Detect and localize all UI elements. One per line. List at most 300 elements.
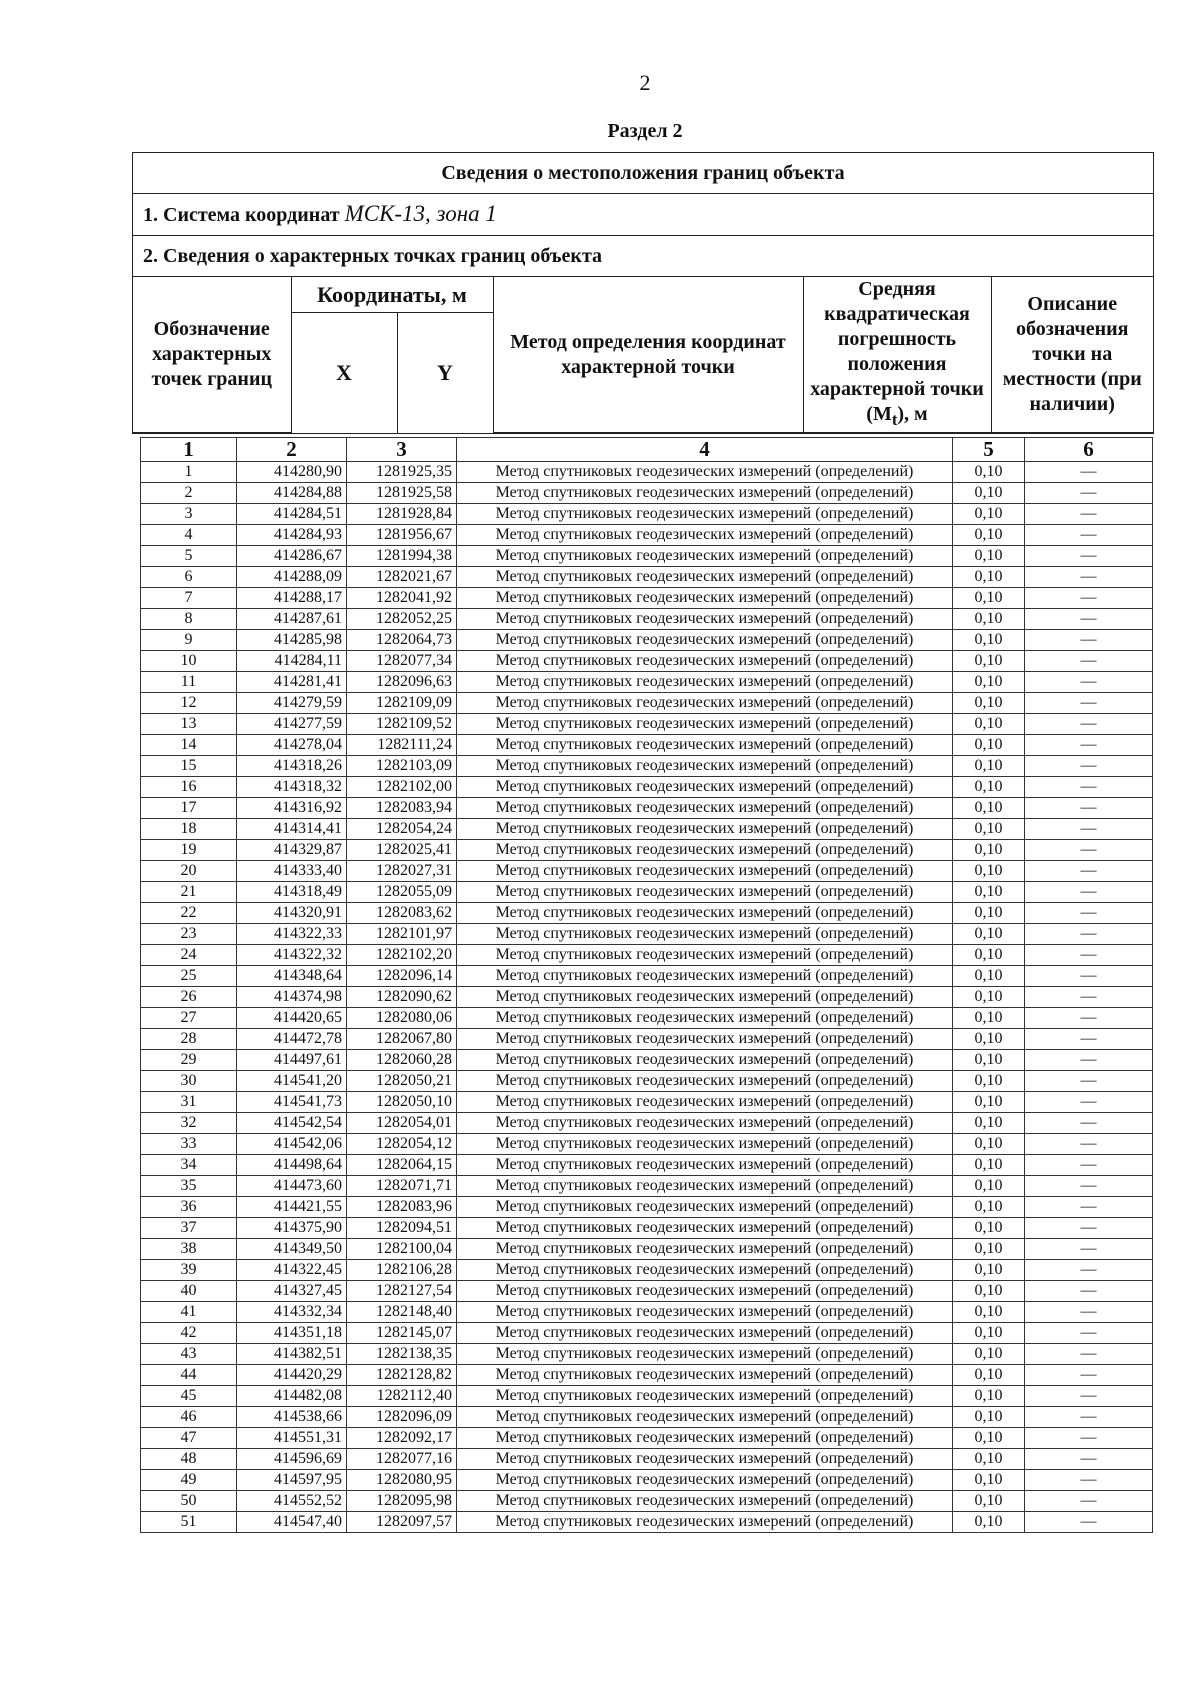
table-row [141,987,1153,1008]
point-y: 1282106,28 [347,1260,457,1281]
point-number: 49 [141,1470,237,1491]
point-method: Метод спутниковых геодезических измерений (определений) [457,651,953,672]
point-method: Метод спутниковых геодезических измерений (определений) [457,1449,953,1470]
table-row [141,651,1153,672]
point-x: 414278,04 [237,735,347,756]
point-y: 1282083,94 [347,798,457,819]
header-error [803,277,991,433]
point-method: Метод спутниковых геодезических измерений (определений) [457,903,953,924]
point-x: 414421,55 [237,1197,347,1218]
point-description: — [1025,1428,1153,1449]
table-row [141,735,1153,756]
point-number: 47 [141,1428,237,1449]
point-method: Метод спутниковых геодезических измерений (определений) [457,1344,953,1365]
point-method: Метод спутниковых геодезических измерений (определений) [457,924,953,945]
crs-value: МСК-13, зона 1 [344,201,497,226]
point-description: — [1025,756,1153,777]
table-row [141,1449,1153,1470]
table-row [141,1302,1153,1323]
point-y: 1282064,15 [347,1155,457,1176]
table-row [141,525,1153,546]
point-number: 11 [141,672,237,693]
point-method: Метод спутниковых геодезических измерений (определений) [457,1113,953,1134]
header-designation: Обозначение характерных точек границ [133,277,291,433]
point-error: 0,10 [953,1218,1025,1239]
table-row [141,693,1153,714]
point-description: — [1025,924,1153,945]
point-error: 0,10 [953,1050,1025,1071]
point-method: Метод спутниковых геодезических измерений (определений) [457,1407,953,1428]
point-number: 35 [141,1176,237,1197]
point-description: — [1025,609,1153,630]
point-method: Метод спутниковых геодезических измерений (определений) [457,567,953,588]
point-x: 414287,61 [237,609,347,630]
point-error: 0,10 [953,714,1025,735]
point-description: — [1025,840,1153,861]
point-number: 3 [141,504,237,525]
point-x: 414552,52 [237,1491,347,1512]
point-number: 9 [141,630,237,651]
point-number: 27 [141,1008,237,1029]
table-row [141,1134,1153,1155]
point-method: Метод спутниковых геодезических измерений (определений) [457,714,953,735]
table-row [141,1008,1153,1029]
point-y: 1282055,09 [347,882,457,903]
point-method: Метод спутниковых геодезических измерений (определений) [457,987,953,1008]
point-method: Метод спутниковых геодезических измерений (определений) [457,1134,953,1155]
point-number: 5 [141,546,237,567]
point-x: 414538,66 [237,1407,347,1428]
point-error: 0,10 [953,483,1025,504]
point-description: — [1025,798,1153,819]
table-row [141,588,1153,609]
point-error: 0,10 [953,1407,1025,1428]
point-y: 1282090,62 [347,987,457,1008]
point-number: 43 [141,1344,237,1365]
header-error-subscript: t [891,410,898,429]
column-number: 2 [237,438,347,462]
section-title: Раздел 2 [607,120,683,142]
point-number: 14 [141,735,237,756]
point-method: Метод спутниковых геодезических измерений (определений) [457,588,953,609]
point-x: 414348,64 [237,966,347,987]
point-method: Метод спутниковых геодезических измерений (определений) [457,777,953,798]
point-y: 1282112,40 [347,1386,457,1407]
point-y: 1282096,63 [347,672,457,693]
point-y: 1282097,57 [347,1512,457,1533]
point-error: 0,10 [953,1302,1025,1323]
point-description: — [1025,1113,1153,1134]
point-number: 51 [141,1512,237,1533]
point-number: 1 [141,462,237,483]
point-number: 18 [141,819,237,840]
point-number: 19 [141,840,237,861]
point-error: 0,10 [953,903,1025,924]
point-description: — [1025,1155,1153,1176]
point-x: 414318,49 [237,882,347,903]
point-method: Метод спутниковых геодезических измерений (определений) [457,1092,953,1113]
point-error: 0,10 [953,756,1025,777]
point-x: 414320,91 [237,903,347,924]
crs-label: 1. Система координат [143,204,340,226]
point-y: 1282054,01 [347,1113,457,1134]
point-x: 414374,98 [237,987,347,1008]
point-method: Метод спутниковых геодезических измерений (определений) [457,735,953,756]
table-row [141,546,1153,567]
point-x: 414541,20 [237,1071,347,1092]
point-number: 44 [141,1365,237,1386]
point-y: 1282054,12 [347,1134,457,1155]
point-error: 0,10 [953,1428,1025,1449]
point-x: 414284,51 [237,504,347,525]
point-description: — [1025,546,1153,567]
point-x: 414542,54 [237,1113,347,1134]
point-x: 414596,69 [237,1449,347,1470]
table-row [141,714,1153,735]
point-description: — [1025,1365,1153,1386]
point-method: Метод спутниковых геодезических измерений (определений) [457,546,953,567]
point-number: 45 [141,1386,237,1407]
table-row [141,966,1153,987]
table-row [141,840,1153,861]
column-number: 6 [1025,438,1153,462]
point-method: Метод спутниковых геодезических измерений (определений) [457,861,953,882]
point-x: 414284,93 [237,525,347,546]
point-x: 414349,50 [237,1239,347,1260]
point-description: — [1025,1176,1153,1197]
header-method: Метод определения координат характерной точки [493,277,803,433]
point-error: 0,10 [953,651,1025,672]
table-row [141,1365,1153,1386]
point-y: 1282095,98 [347,1491,457,1512]
point-error: 0,10 [953,1470,1025,1491]
point-error: 0,10 [953,1260,1025,1281]
table-row [141,756,1153,777]
point-description: — [1025,588,1153,609]
point-x: 414542,06 [237,1134,347,1155]
table-row [141,567,1153,588]
point-x: 414284,88 [237,483,347,504]
column-number: 4 [457,438,953,462]
point-error: 0,10 [953,462,1025,483]
point-method: Метод спутниковых геодезических измерений (определений) [457,1239,953,1260]
point-error: 0,10 [953,1491,1025,1512]
point-number: 50 [141,1491,237,1512]
point-y: 1281925,58 [347,483,457,504]
point-x: 414277,59 [237,714,347,735]
point-y: 1282060,28 [347,1050,457,1071]
header-title: Сведения о местоположения границ объекта [133,153,1153,194]
point-number: 30 [141,1071,237,1092]
point-y: 1282111,24 [347,735,457,756]
point-error: 0,10 [953,1008,1025,1029]
point-description: — [1025,1449,1153,1470]
point-description: — [1025,525,1153,546]
point-y: 1282041,92 [347,588,457,609]
table-row [141,504,1153,525]
point-y: 1282102,00 [347,777,457,798]
point-method: Метод спутниковых геодезических измерений (определений) [457,525,953,546]
point-number: 20 [141,861,237,882]
table-row [141,462,1153,483]
point-number: 32 [141,1113,237,1134]
point-method: Метод спутниковых геодезических измерений (определений) [457,1050,953,1071]
point-y: 1282080,95 [347,1470,457,1491]
point-error: 0,10 [953,1134,1025,1155]
point-x: 414333,40 [237,861,347,882]
point-y: 1281925,35 [347,462,457,483]
point-description: — [1025,651,1153,672]
point-error: 0,10 [953,1344,1025,1365]
point-number: 21 [141,882,237,903]
point-y: 1282064,73 [347,630,457,651]
point-error: 0,10 [953,1029,1025,1050]
point-x: 414351,18 [237,1323,347,1344]
point-method: Метод спутниковых геодезических измерений (определений) [457,945,953,966]
point-x: 414280,90 [237,462,347,483]
point-method: Метод спутниковых геодезических измерений (определений) [457,1428,953,1449]
point-method: Метод спутниковых геодезических измерений (определений) [457,462,953,483]
point-y: 1282092,17 [347,1428,457,1449]
point-error: 0,10 [953,1323,1025,1344]
table-row [141,1197,1153,1218]
point-description: — [1025,1512,1153,1533]
point-error: 0,10 [953,525,1025,546]
header-y: Y [397,312,493,432]
point-description: — [1025,1407,1153,1428]
point-y: 1282101,97 [347,924,457,945]
point-description: — [1025,714,1153,735]
point-method: Метод спутниковых геодезических измерений (определений) [457,1365,953,1386]
table-row [141,1512,1153,1533]
point-description: — [1025,966,1153,987]
point-error: 0,10 [953,504,1025,525]
point-error: 0,10 [953,693,1025,714]
point-description: — [1025,1071,1153,1092]
point-y: 1282027,31 [347,861,457,882]
table-row [141,630,1153,651]
table-row [141,1113,1153,1134]
table-row [141,1407,1153,1428]
point-error: 0,10 [953,630,1025,651]
point-number: 25 [141,966,237,987]
point-y: 1282083,96 [347,1197,457,1218]
point-x: 414314,41 [237,819,347,840]
point-description: — [1025,861,1153,882]
point-number: 12 [141,693,237,714]
point-method: Метод спутниковых геодезических измерений (определений) [457,1512,953,1533]
point-description: — [1025,1344,1153,1365]
point-method: Метод спутниковых геодезических измерений (определений) [457,882,953,903]
point-number: 38 [141,1239,237,1260]
table-row [141,903,1153,924]
point-description: — [1025,504,1153,525]
point-x: 414288,17 [237,588,347,609]
column-number: 3 [347,438,457,462]
point-x: 414318,26 [237,756,347,777]
point-description: — [1025,1050,1153,1071]
point-x: 414285,98 [237,630,347,651]
point-error: 0,10 [953,861,1025,882]
point-number: 13 [141,714,237,735]
point-error: 0,10 [953,987,1025,1008]
point-y: 1282109,52 [347,714,457,735]
point-y: 1282077,34 [347,651,457,672]
point-method: Метод спутниковых геодезических измерений (определений) [457,609,953,630]
point-method: Метод спутниковых геодезических измерений (определений) [457,483,953,504]
point-method: Метод спутниковых геодезических измерений (определений) [457,1260,953,1281]
point-x: 414482,08 [237,1386,347,1407]
point-number: 16 [141,777,237,798]
point-error: 0,10 [953,924,1025,945]
point-error: 0,10 [953,672,1025,693]
table-row [141,945,1153,966]
point-y: 1282025,41 [347,840,457,861]
point-description: — [1025,1260,1153,1281]
point-y: 1281994,38 [347,546,457,567]
table-row [141,1176,1153,1197]
table-row [141,1155,1153,1176]
point-number: 4 [141,525,237,546]
point-error: 0,10 [953,966,1025,987]
point-number: 7 [141,588,237,609]
point-description: — [1025,462,1153,483]
point-description: — [1025,1134,1153,1155]
point-y: 1282138,35 [347,1344,457,1365]
table-row [141,882,1153,903]
point-description: — [1025,567,1153,588]
point-y: 1282096,14 [347,966,457,987]
point-method: Метод спутниковых геодезических измерений (определений) [457,1281,953,1302]
point-y: 1282050,10 [347,1092,457,1113]
table-row [141,1071,1153,1092]
point-y: 1282094,51 [347,1218,457,1239]
point-error: 0,10 [953,1113,1025,1134]
point-y: 1282067,80 [347,1029,457,1050]
point-x: 414288,09 [237,567,347,588]
table-row [141,819,1153,840]
point-y: 1281928,84 [347,504,457,525]
point-method: Метод спутниковых геодезических измерений (определений) [457,672,953,693]
point-method: Метод спутниковых геодезических измерений (определений) [457,966,953,987]
point-method: Метод спутниковых геодезических измерений (определений) [457,1197,953,1218]
table-row [141,1428,1153,1449]
point-x: 414375,90 [237,1218,347,1239]
point-description: — [1025,1008,1153,1029]
point-number: 10 [141,651,237,672]
table-row [141,1281,1153,1302]
point-number: 15 [141,756,237,777]
point-description: — [1025,1029,1153,1050]
table-row [141,672,1153,693]
point-number: 42 [141,1323,237,1344]
point-error: 0,10 [953,1365,1025,1386]
point-y: 1282080,06 [347,1008,457,1029]
point-error: 0,10 [953,1386,1025,1407]
object-boundaries-header [132,152,1154,434]
table-row [141,609,1153,630]
point-y: 1282103,09 [347,756,457,777]
header-error-text: Средняя квадратическая погрешность положения характерной точки (M [810,278,984,425]
table-row [141,1260,1153,1281]
point-description: — [1025,1239,1153,1260]
point-method: Метод спутниковых геодезических измерений (определений) [457,798,953,819]
point-number: 8 [141,609,237,630]
point-x: 414473,60 [237,1176,347,1197]
table-row [141,1029,1153,1050]
point-y: 1282050,21 [347,1071,457,1092]
point-error: 0,10 [953,882,1025,903]
point-description: — [1025,1470,1153,1491]
point-description: — [1025,693,1153,714]
table-row [141,1092,1153,1113]
point-error: 0,10 [953,1512,1025,1533]
point-description: — [1025,672,1153,693]
point-number: 36 [141,1197,237,1218]
point-number: 39 [141,1260,237,1281]
point-x: 414322,33 [237,924,347,945]
point-x: 414420,65 [237,1008,347,1029]
point-y: 1282054,24 [347,819,457,840]
point-number: 31 [141,1092,237,1113]
header-x: X [291,312,397,432]
point-y: 1282100,04 [347,1239,457,1260]
header-error-tail: ), м [897,403,928,425]
point-number: 23 [141,924,237,945]
point-error: 0,10 [953,1176,1025,1197]
page-number: 2 [639,70,651,95]
point-error: 0,10 [953,735,1025,756]
point-method: Метод спутниковых геодезических измерений (определений) [457,756,953,777]
point-y: 1282109,09 [347,693,457,714]
point-description: — [1025,1218,1153,1239]
point-number: 26 [141,987,237,1008]
point-error: 0,10 [953,1197,1025,1218]
point-x: 414286,67 [237,546,347,567]
table-row [141,1323,1153,1344]
point-error: 0,10 [953,1155,1025,1176]
point-y: 1282096,09 [347,1407,457,1428]
point-error: 0,10 [953,1449,1025,1470]
point-x: 414547,40 [237,1512,347,1533]
point-method: Метод спутниковых геодезических измерений (определений) [457,504,953,525]
column-number: 5 [953,438,1025,462]
table-row [141,798,1153,819]
point-number: 28 [141,1029,237,1050]
header-coordinates: Координаты, м [291,277,493,312]
point-number: 6 [141,567,237,588]
point-number: 34 [141,1155,237,1176]
table-row [141,861,1153,882]
point-x: 414281,41 [237,672,347,693]
point-x: 414279,59 [237,693,347,714]
point-y: 1282052,25 [347,609,457,630]
point-x: 414551,31 [237,1428,347,1449]
point-x: 414329,87 [237,840,347,861]
table-row [141,1344,1153,1365]
point-error: 0,10 [953,546,1025,567]
point-error: 0,10 [953,1071,1025,1092]
point-method: Метод спутниковых геодезических измерений (определений) [457,1470,953,1491]
point-description: — [1025,1386,1153,1407]
point-description: — [1025,735,1153,756]
point-error: 0,10 [953,1092,1025,1113]
point-y: 1282127,54 [347,1281,457,1302]
point-description: — [1025,1302,1153,1323]
point-number: 33 [141,1134,237,1155]
header-description: Описание обозначения точки на местности (при наличии) [991,277,1153,433]
point-x: 414541,73 [237,1092,347,1113]
